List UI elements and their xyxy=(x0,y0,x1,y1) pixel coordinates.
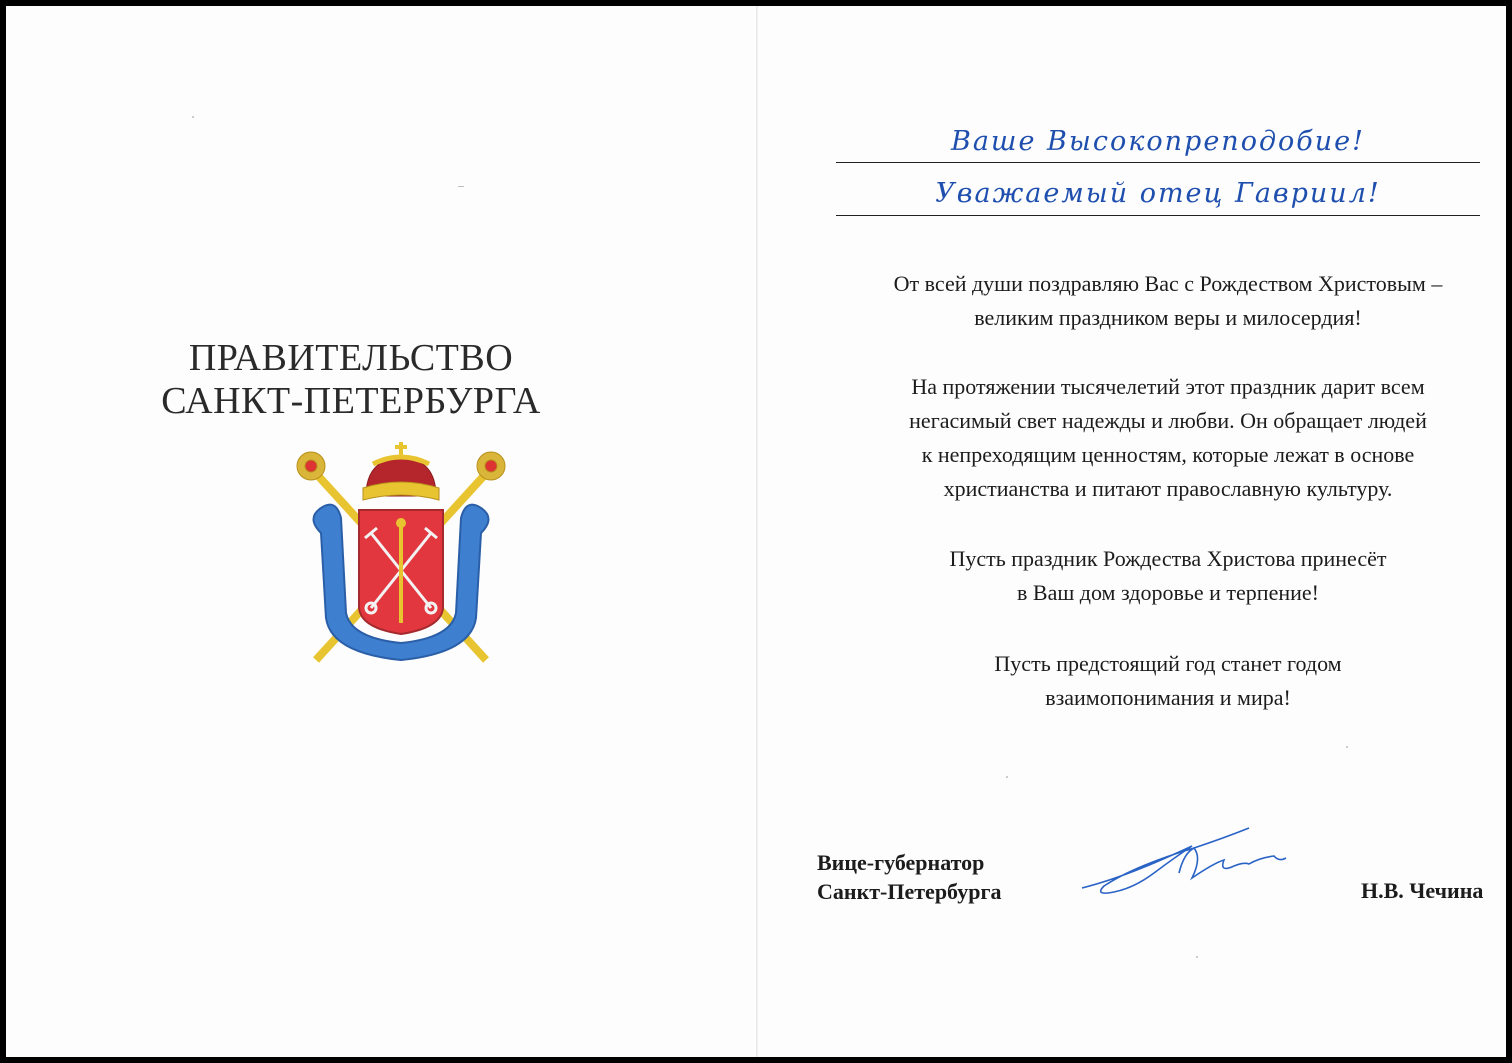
paragraph-line: От всей души поздравляю Вас с Рождеством Христовым – xyxy=(893,271,1443,296)
imperial-crown xyxy=(363,442,439,500)
handwritten-salutation-1: Ваше Высокопреподобие! xyxy=(950,126,1366,157)
handwriting-rule-2 xyxy=(836,215,1480,216)
speck xyxy=(1346,746,1348,748)
paragraph-line: Пусть предстоящий год станет годом xyxy=(994,651,1342,676)
paragraph-line: Пусть праздник Рождества Христова принесёт xyxy=(949,546,1387,571)
greeting-paragraph-3 xyxy=(836,542,1500,610)
speck xyxy=(458,186,464,187)
paragraph-line: великим праздником веры и милосердия! xyxy=(974,305,1362,330)
card-fold xyxy=(756,6,758,1057)
handwritten-salutation-2: Уважаемый отец Гавриил! xyxy=(935,178,1381,209)
signer-title-line1: Вице-губернатор xyxy=(817,850,985,875)
speck xyxy=(1196,956,1198,958)
paragraph-line: в Ваш дом здоровье и терпение! xyxy=(1017,580,1319,605)
paragraph-line: На протяжении тысячелетий этот праздник дарит всем xyxy=(911,374,1425,399)
signer-name: Н.В. Чечина xyxy=(1361,878,1484,903)
government-title-line1: ПРАВИТЕЛЬСТВО xyxy=(188,337,514,379)
paragraph-line: христианства и питают православную культуру. xyxy=(943,476,1393,501)
greeting-paragraph-1 xyxy=(836,267,1500,335)
speck xyxy=(1006,776,1008,778)
handwriting-rule-1 xyxy=(836,162,1480,163)
paragraph-line: взаимопонимания и мира! xyxy=(1045,685,1291,710)
paragraph-line: негасимый свет надежды и любви. Он обращает людей xyxy=(909,408,1427,433)
signer-title-line2: Санкт-Петербурга xyxy=(817,879,1002,904)
greeting-card xyxy=(6,6,1506,1057)
signer-title xyxy=(817,848,1001,906)
government-title-line2: САНКТ-ПЕТЕРБУРГА xyxy=(161,380,541,422)
eagle-left xyxy=(297,452,325,480)
handwritten-signature-icon xyxy=(1074,818,1294,908)
coat-of-arms-icon xyxy=(291,438,511,668)
greeting-paragraph-2 xyxy=(836,370,1500,506)
paragraph-line: к непреходящим ценностям, которые лежат в основе xyxy=(921,442,1415,467)
eagle-right xyxy=(477,452,505,480)
speck xyxy=(192,116,194,118)
greeting-paragraph-4 xyxy=(836,647,1500,715)
